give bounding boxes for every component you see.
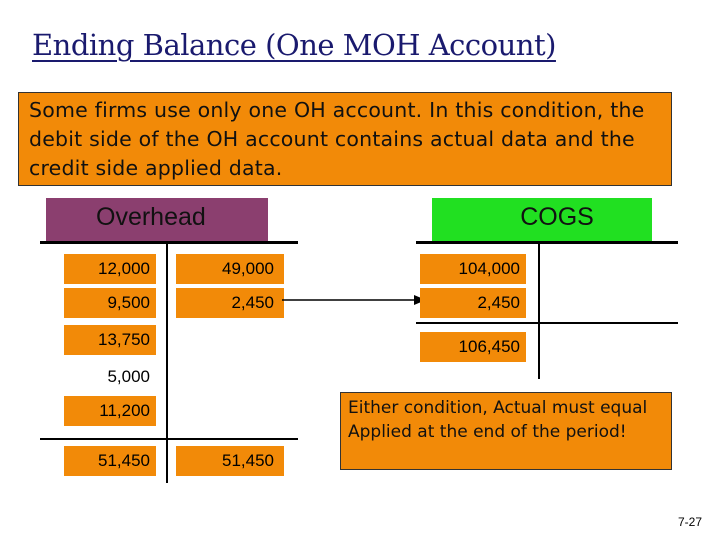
overhead-debit-actual-5: 11,200 bbox=[64, 396, 156, 426]
cogs-debit-2: 2,450 bbox=[420, 288, 526, 318]
slide-title: Ending Balance (One MOH Account) bbox=[32, 28, 556, 62]
overhead-credit-applied-1: 49,000 bbox=[176, 254, 284, 284]
overhead-debit-actual-2: 9,500 bbox=[64, 288, 156, 318]
cogs-t-vertical-line bbox=[538, 243, 540, 379]
overhead-credit-applied-2: 2,450 bbox=[176, 288, 284, 318]
cogs-t-horizontal-line bbox=[416, 241, 678, 244]
cogs-account-header: COGS bbox=[432, 198, 652, 241]
note-text-box: Either condition, Actual must equal Applied at the end of the period! bbox=[340, 392, 672, 470]
overhead-debit-actual-1: 12,000 bbox=[64, 254, 156, 284]
overhead-debit-actual-3: 13,750 bbox=[64, 325, 156, 355]
overhead-credit-total: 51,450 bbox=[176, 446, 284, 476]
overhead-t-horizontal-line bbox=[40, 241, 298, 244]
overhead-t-vertical-line bbox=[166, 243, 168, 483]
cogs-debit-total: 106,450 bbox=[420, 332, 526, 362]
transfer-arrow-icon bbox=[280, 290, 430, 310]
overhead-total-line bbox=[40, 438, 298, 440]
intro-text-box: Some firms use only one OH account. In this condition, the debit side of the OH account contains actual data and the credit side applied data. bbox=[18, 92, 672, 186]
overhead-account-header: Overhead bbox=[46, 198, 268, 241]
page-number: 7-27 bbox=[677, 515, 702, 529]
cogs-total-line bbox=[416, 322, 678, 324]
overhead-debit-actual-4: 5,000 bbox=[107, 367, 150, 386]
cogs-debit-1: 104,000 bbox=[420, 254, 526, 284]
overhead-debit-total: 51,450 bbox=[64, 446, 156, 476]
